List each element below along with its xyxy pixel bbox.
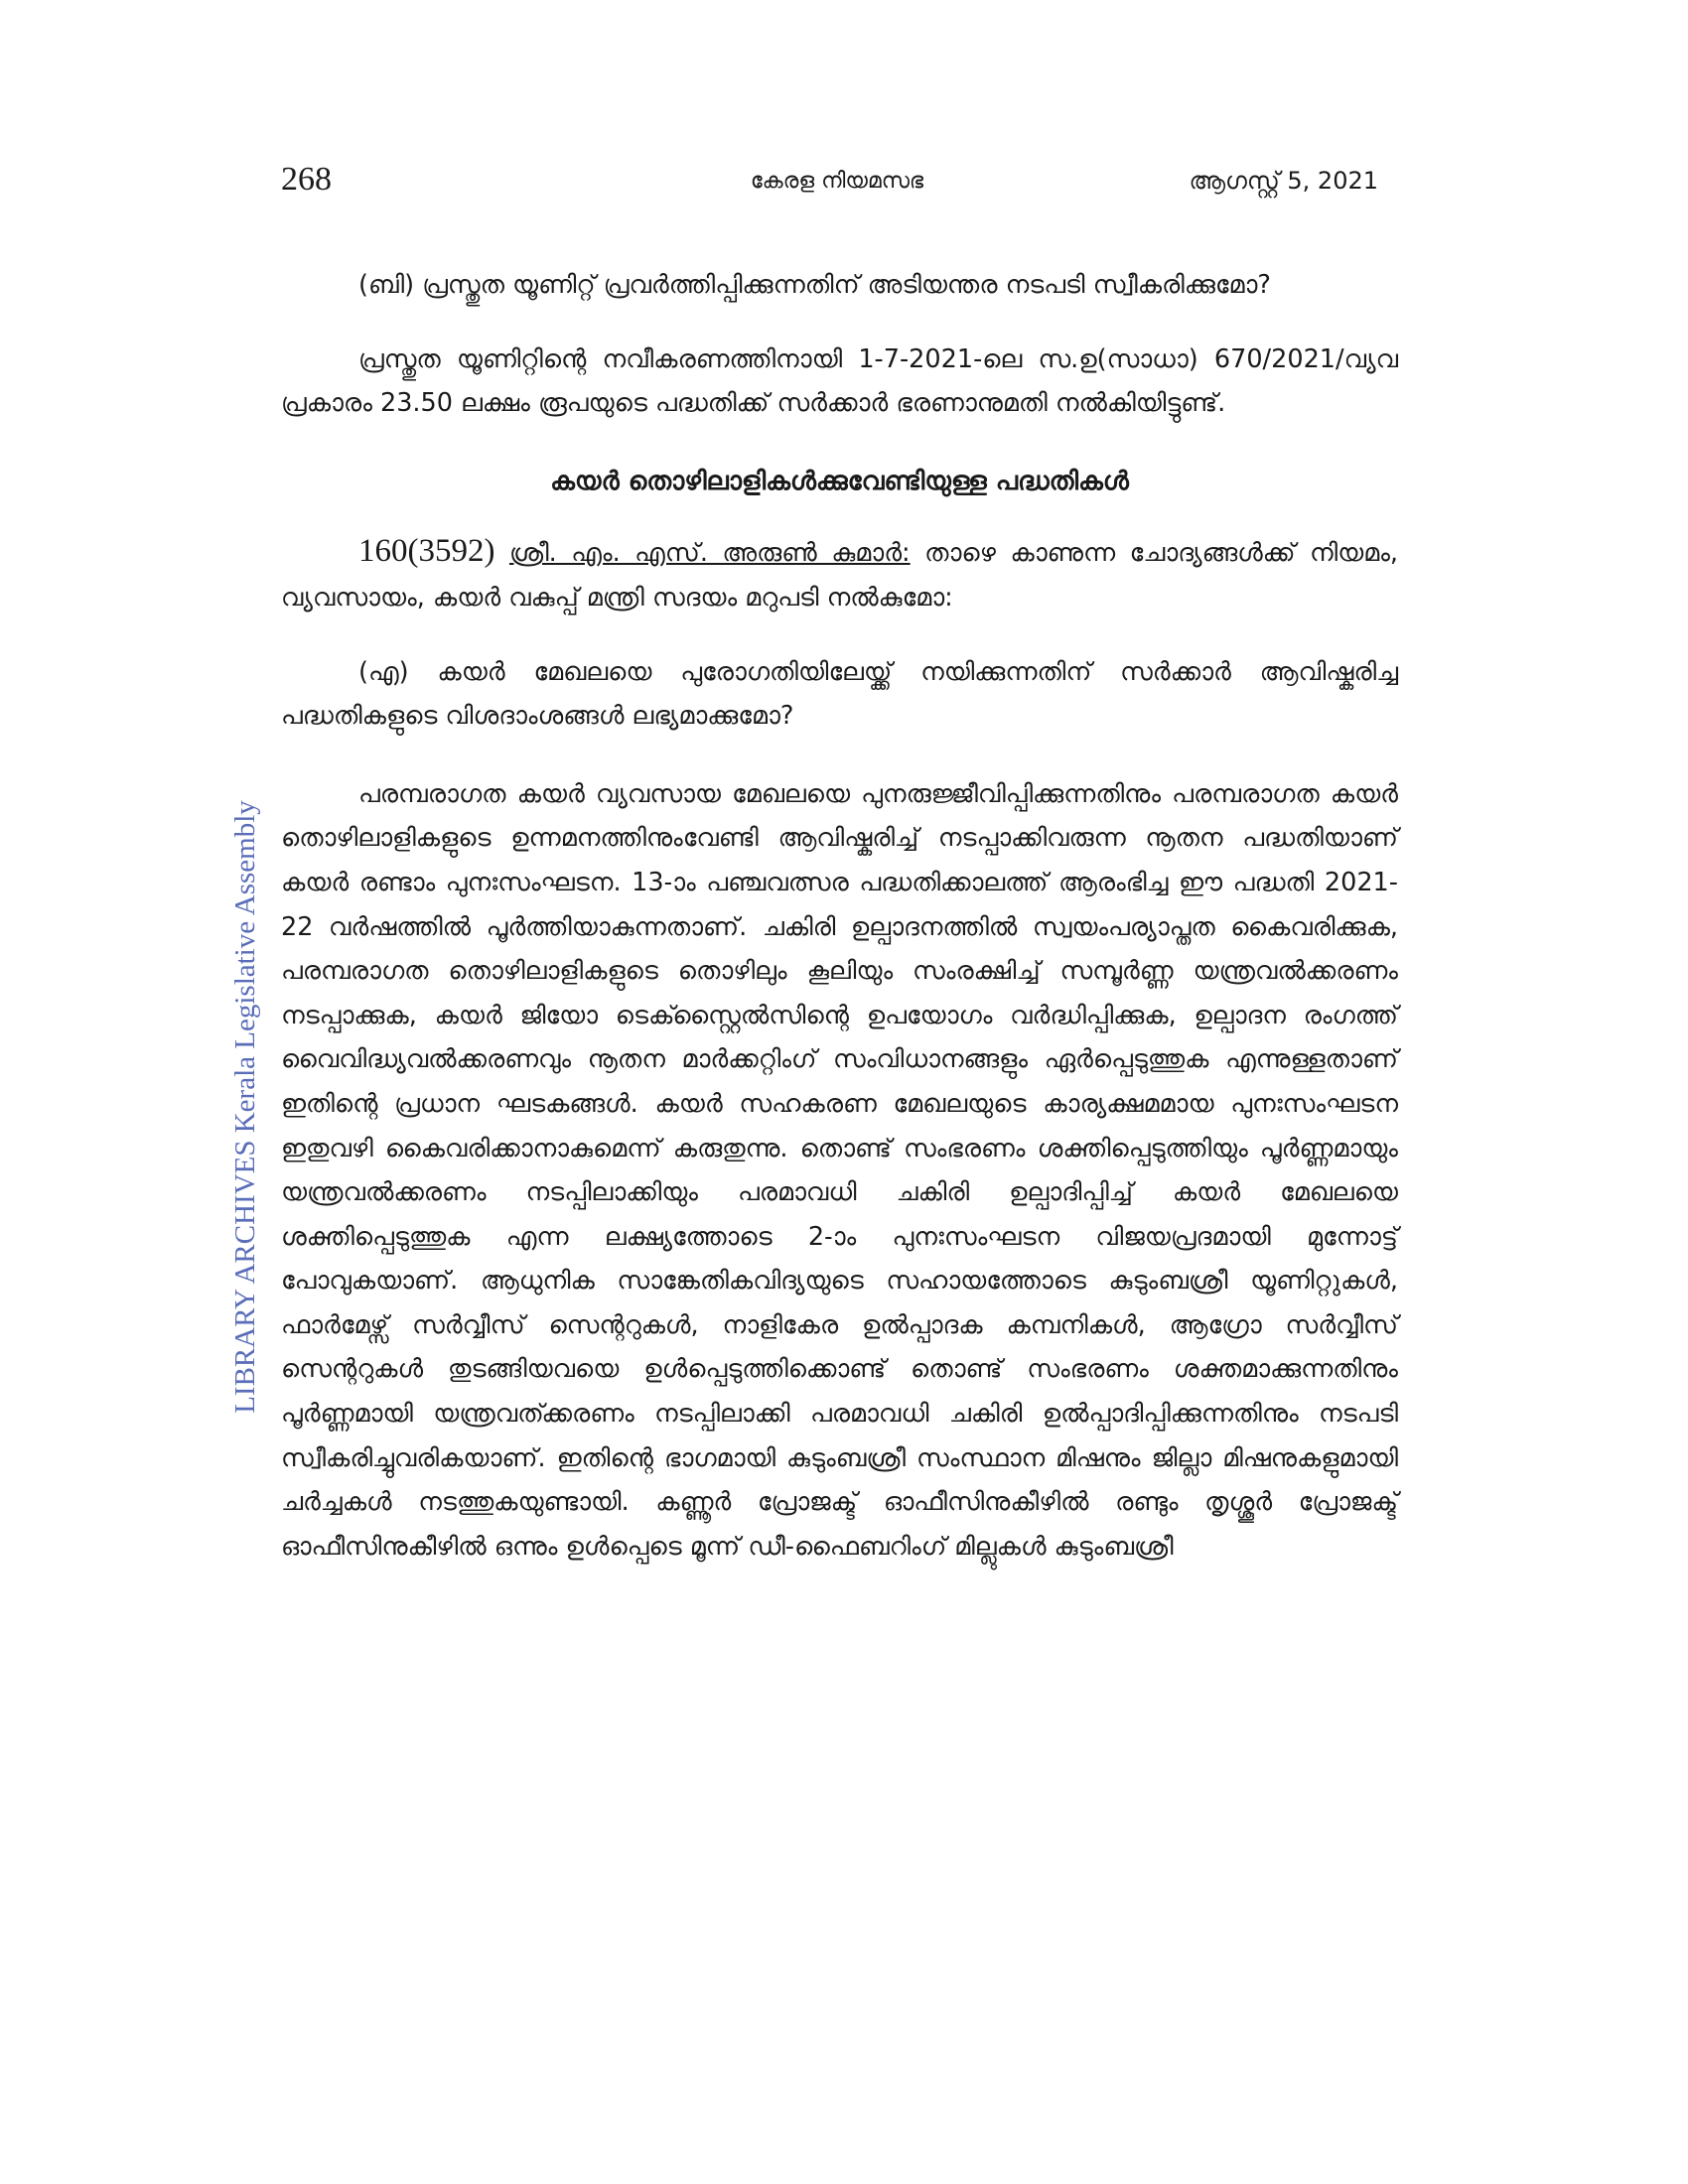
header-date: ആഗസ്റ്റ് 5, 2021	[1189, 167, 1378, 195]
page-number: 268	[281, 161, 332, 198]
question-intro-paragraph	[281, 529, 1398, 619]
question-a-paragraph: (എ) കയർ മേഖലയെ പുരോഗതിയിലേയ്ക്ക് നയിക്കുന്നതിന് സർക്കാർ ആവിഷ്കരിച്ച പദ്ധതികളുടെ വിശദാംശങ്ങൾ ലഭ്യമാക്കുമോ?	[281, 656, 1398, 732]
section-heading: കയർ തൊഴിലാളികൾക്കുവേണ്ടിയുള്ള പദ്ധതികൾ	[550, 466, 1129, 496]
member-name: ശ്രീ. എം. എസ്. അരുൺ കുമാർ:	[508, 538, 911, 569]
question-number: 160(3592)	[358, 533, 495, 570]
question-b-paragraph: (ബി) പ്രസ്തുത യൂണിറ്റ് പ്രവർത്തിപ്പിക്കുന്നതിന് അടിയന്തര നടപടി സ്വീകരിക്കുമോ?	[358, 270, 1271, 300]
page-header	[281, 161, 1393, 210]
question-intro-text: താഴെ കാണുന്ന ചോദ്യങ്ങൾക്ക് നിയമം, വ്യവസായം, കയർ വകുപ്പ് മന്ത്രി സദയം മറുപടി നൽകുമോ:	[281, 538, 1399, 613]
header-title: കേരള നിയമസഭ	[750, 169, 924, 194]
answer-paragraph: പരമ്പരാഗത കയർ വ്യവസായ മേഖലയെ പുനരുജ്ജീവിപ്പിക്കുന്നതിനും പരമ്പരാഗത കയർ തൊഴിലാളികളുടെ ഉന്നമനത്തിനുംവേണ്ടി ആവിഷ്കരിച്ച് നടപ്പാക്കിവരുന്ന നൂതന പദ്ധതിയാണ് കയർ രണ്ടാം പുനഃസംഘടന. 13-ാം പഞ്ചവത്സര പദ്ധതിക്കാലത്ത് ആരംഭിച്ച ഈ പദ്ധതി 2021-22 വർഷത്തിൽ പൂർത്തിയാകുന്നതാണ്. ചകിരി ഉല്പാദനത്തിൽ സ്വയംപര്യാപ്തത കൈവരിക്കുക, പരമ്പരാഗത തൊഴിലാളികളുടെ തൊഴിലും കൂലിയും സംരക്ഷിച്ച് സമ്പൂർണ്ണ യന്ത്രവൽക്കരണം നടപ്പാക്കുക, കയർ ജിയോ ടെക്സ്റ്റൈൽസിന്റെ ഉപയോഗം വർദ്ധിപ്പിക്കുക, ഉല്പാദന രംഗത്ത് വൈവിദ്ധ്യവൽക്കരണവും നൂതന മാർക്കറ്റിംഗ് സംവിധാനങ്ങളും ഏർപ്പെടുത്തുക എന്നുള്ളതാണ് ഇതിന്റെ പ്രധാന ഘടകങ്ങൾ. കയർ സഹകരണ മേഖലയുടെ കാര്യക്ഷമമായ പുനഃസംഘടന ഇതുവഴി കൈവരിക്കാനാകുമെന്ന് കരുതുന്നു. തൊണ്ട് സംഭരണം ശക്തിപ്പെടുത്തിയും പൂർണ്ണമായും യന്ത്രവൽക്കരണം നടപ്പിലാക്കിയും പരമാവധി ചകിരി ഉല്പാദിപ്പിച്ച് കയർ മേഖലയെ ശക്തിപ്പെടുത്തുക എന്ന ലക്ഷ്യത്തോടെ 2-ാം പുനഃസംഘടന വിജയപ്രദമായി മുന്നോട്ട് പോവുകയാണ്. ആധുനിക സാങ്കേതികവിദ്യയുടെ സഹായത്തോടെ കുടുംബശ്രീ യൂണിറ്റുകൾ, ഫാർമേഴ്സ് സർവ്വീസ് സെന്ററുകൾ, നാളികേര ഉൽപ്പാദക കമ്പനികൾ, ആഗ്രോ സർവ്വീസ് സെന്ററുകൾ തുടങ്ങിയവയെ ഉൾപ്പെടുത്തിക്കൊണ്ട് തൊണ്ട് സംഭരണം ശക്തമാക്കുന്നതിനും പൂർണ്ണമായി യന്ത്രവത്ക്കരണം നടപ്പിലാക്കി പരമാവധി ചകിരി ഉൽപ്പാദിപ്പിക്കുന്നതിനും നടപടി സ്വീകരിച്ചുവരികയാണ്. ഇതിന്റെ ഭാഗമായി കുടുംബശ്രീ സംസ്ഥാന മിഷനും ജില്ലാ മിഷനുകളുമായി ചർച്ചകൾ നടത്തുകയുണ്ടായി. കണ്ണൂർ പ്രോജക്ട് ഓഫീസിനുകീഴിൽ രണ്ടും തൃശ്ശൂർ പ്രോജക്ട് ഓഫീസിനുകീഴിൽ ഒന്നും ഉൾപ്പെടെ മൂന്ന് ഡീ-ഫൈബറിംഗ് മില്ലുകൾ കുടുംബശ്രീ	[281, 778, 1398, 1562]
answer-b-paragraph: പ്രസ്തുത യൂണിറ്റിന്റെ നവീകരണത്തിനായി 1-7-2021-ലെ സ.ഉ(സാധാ) 670/2021/വ്യവ പ്രകാരം 23.50 ലക്ഷം രൂപയുടെ പദ്ധതിക്ക് സർക്കാർ ഭരണാനുമതി നൽകിയിട്ടുണ്ട്.	[281, 343, 1398, 419]
side-watermark: LIBRARY ARCHIVES Kerala Legislative Assembly	[229, 800, 261, 1414]
document-body	[281, 263, 1398, 1602]
